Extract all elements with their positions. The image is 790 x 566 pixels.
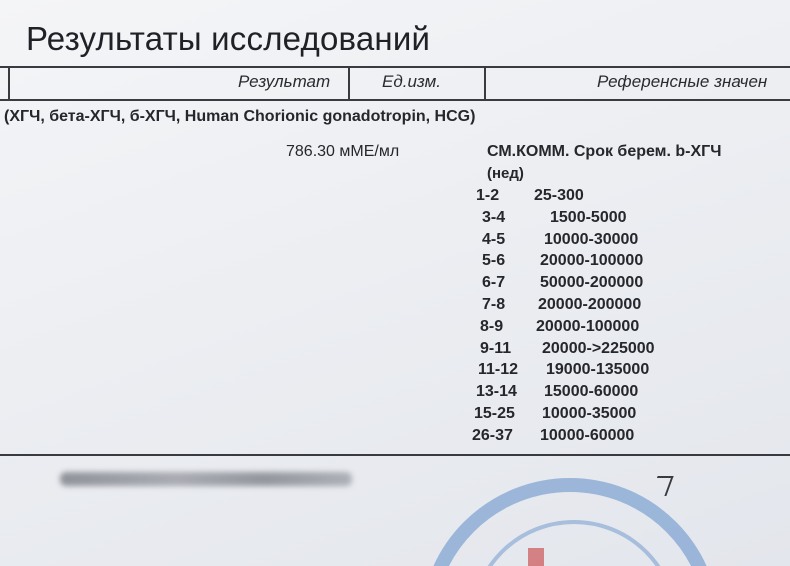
- handwritten-mark: [650, 476, 673, 496]
- reference-heading: СМ.КОММ. Срок берем. b-ХГЧ: [487, 143, 722, 160]
- column-divider: [8, 66, 10, 101]
- reference-range: 20000-200000: [538, 295, 642, 313]
- blurred-signature: [60, 472, 352, 486]
- reference-weeks: 6-7: [482, 274, 506, 292]
- reference-subheading: (нед): [487, 165, 524, 182]
- reference-weeks: 1-2: [476, 187, 500, 204]
- reference-range: 20000-100000: [536, 317, 640, 335]
- stamp-red-mark: [528, 548, 544, 566]
- reference-weeks: 7-8: [482, 295, 506, 313]
- reference-weeks: 3-4: [482, 208, 506, 226]
- reference-range: 10000-35000: [542, 404, 637, 422]
- reference-range: 25-300: [534, 187, 584, 204]
- reference-range: 20000-100000: [540, 252, 644, 270]
- reference-range: 1500-5000: [550, 208, 627, 226]
- reference-range: 10000-30000: [544, 230, 639, 248]
- table-header-bottom-border: [0, 99, 790, 101]
- table-header-top-border: [0, 66, 790, 68]
- column-header-reference: Референсные значен: [597, 72, 768, 91]
- reference-range: 50000-200000: [540, 274, 644, 292]
- test-name: (ХГЧ, бета-ХГЧ, б-ХГЧ, Human Chorionic gonadotropin, HCG): [4, 108, 476, 125]
- reference-weeks: 26-37: [472, 426, 513, 444]
- reference-weeks: 8-9: [480, 317, 504, 335]
- document-title: Результаты исследований: [26, 20, 431, 57]
- reference-range: 10000-60000: [540, 426, 635, 444]
- column-divider: [484, 66, 486, 101]
- test-result-value: 786.30 мМЕ/мл: [286, 143, 400, 160]
- column-header-result: Результат: [238, 72, 331, 91]
- reference-range: 19000-135000: [546, 361, 650, 379]
- reference-range: 20000->225000: [542, 339, 655, 357]
- reference-weeks: 11-12: [478, 361, 519, 379]
- reference-weeks: 9-11: [480, 339, 512, 357]
- reference-weeks: 13-14: [476, 383, 517, 401]
- reference-weeks: 5-6: [482, 252, 506, 270]
- reference-weeks: 4-5: [482, 230, 506, 248]
- reference-weeks: 15-25: [474, 404, 515, 422]
- table-bottom-border: [0, 454, 790, 456]
- reference-range: 15000-60000: [544, 383, 639, 401]
- column-divider: [348, 66, 350, 101]
- column-header-unit: Ед.изм.: [382, 72, 442, 91]
